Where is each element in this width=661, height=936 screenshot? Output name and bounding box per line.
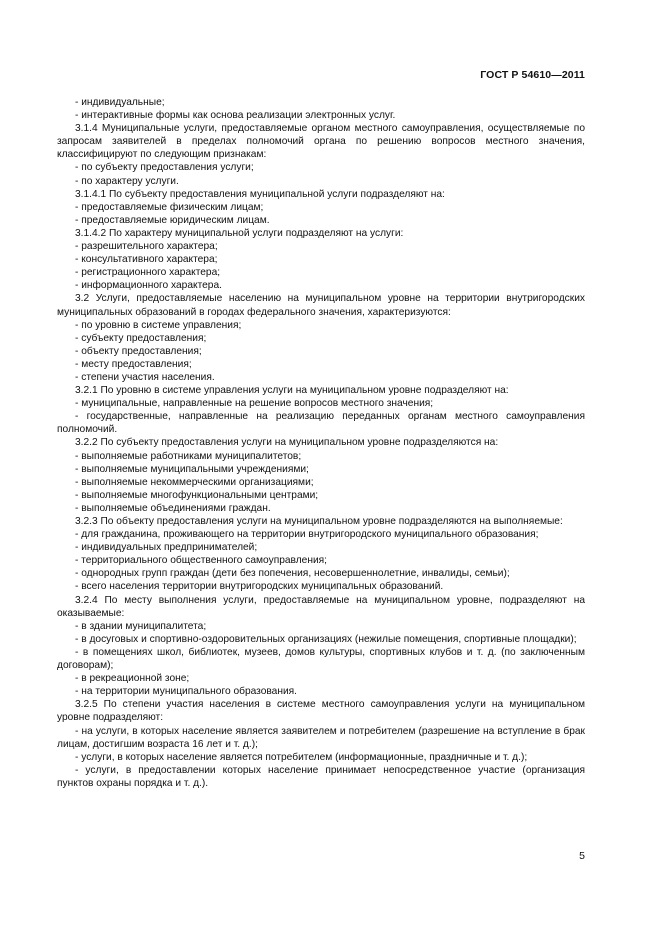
paragraph: - муниципальные, направленные на решение вопросов местного значения; [75,398,434,410]
paragraph: - территориального общественного самоуправления; [75,555,328,567]
paragraph: - степени участия населения. [75,371,215,383]
paragraph: - выполняемые многофункциональными центрами; [75,489,319,501]
paragraph: - индивидуальных предпринимателей; [75,542,258,554]
paragraph: - регистрационного характера; [75,267,221,279]
paragraph: - индивидуальные; [75,97,165,108]
paragraph: 3.2.1 По уровню в системе управления услуги на муниципальном уровне подразделяют на: [75,385,509,397]
paragraph: - услуги, в предоставлении которых население принимает непосредственное участие (организация пунктов охраны порядка и т. д.). [57,764,585,789]
paragraph: - предоставляемые юридическим лицам. [75,214,270,226]
paragraph: - государственные, направленные на реализацию переданных органам местного самоуправления полномочий. [57,411,585,436]
paragraph: 3.1.4.1 По субъекту предоставления муниципальной услуги подразделяют на: [75,188,445,200]
paragraph: - на территории муниципального образования. [75,686,298,698]
paragraph: - услуги, в которых население является потребителем (информационные, праздничные и т. д.); [75,751,528,763]
paragraph: - в досуговых и спортивно-оздоровительных организациях (нежилые помещения, спортивные площадки); [75,633,577,645]
paragraph: 3.2.2 По субъекту предоставления услуги на муниципальном уровне подразделяются на: [75,437,499,449]
paragraph: - для гражданина, проживающего на территории внутригородского муниципального образования; [75,529,539,541]
paragraph: - интерактивные формы как основа реализации электронных услуг. [75,110,396,122]
paragraph: - по характеру услуги. [75,175,179,187]
paragraph: 3.2.5 По степени участия населения в системе местного самоуправления услуги на муниципальном уровне подразделяют: [57,699,585,724]
paragraph: 3.1.4.2 По характеру муниципальной услуги подразделяют на услуги: [75,227,404,239]
document-body [57,96,585,790]
paragraph: 3.2.3 По объекту предоставления услуги на муниципальном уровне подразделяются на выполняемые: [75,516,563,527]
paragraph: - информационного характера. [75,280,222,292]
paragraph: - выполняемые объединениями граждан. [75,502,271,514]
paragraph: - однородных групп граждан (дети без попечения, несовершеннолетние, инвалиды, семьи); [75,568,510,580]
paragraph: 3.1.4 Муниципальные услуги, предоставляемые органом местного самоуправления, осуществляемые по запросам заявителей в пределах полномочий органа по решению вопросов местного значения, классифицируют по следующим признакам: [57,123,585,161]
paragraph: 3.2 Услуги, предоставляемые населению на муниципальном уровне на территории внутригородских муниципальных образований в городах федерального значения, характеризуются: [57,293,585,318]
paragraph: - предоставляемые физическим лицам; [75,201,264,213]
paragraph: - месту предоставления; [75,358,192,370]
document-header: ГОСТ Р 54610—2011 [480,69,585,81]
page-number: 5 [579,850,585,862]
paragraph: - в здании муниципалитета; [75,620,207,632]
paragraph: - выполняемые некоммерческими организациями; [75,476,314,488]
paragraph: - консультативного характера; [75,254,218,266]
paragraph: - по уровню в системе управления; [75,319,242,331]
paragraph: - субъекту предоставления; [75,332,207,344]
paragraph: - разрешительного характера; [75,241,218,253]
paragraph: - выполняемые работниками муниципалитетов; [75,450,302,462]
paragraph: - объекту предоставления; [75,345,202,357]
paragraph: - в помещениях школ, библиотек, музеев, домов культуры, спортивных клубов и т. д. (по заключенным договорам); [57,646,585,672]
paragraph: 3.2.4 По месту выполнения услуги, предоставляемые на муниципальном уровне, подразделяют на оказываемые: [57,594,585,619]
paragraph: - на услуги, в которых население является заявителем и потребителем (разрешение на вступление в брак лицам, достигшим возраста 16 лет и т. д.); [57,725,585,750]
paragraph: - в рекреационной зоне; [75,673,190,685]
paragraph: - выполняемые муниципальными учреждениями; [75,463,309,475]
paragraph: - всего населения территории внутригородских муниципальных образований. [75,581,444,593]
paragraph: - по субъекту предоставления услуги; [75,162,254,174]
